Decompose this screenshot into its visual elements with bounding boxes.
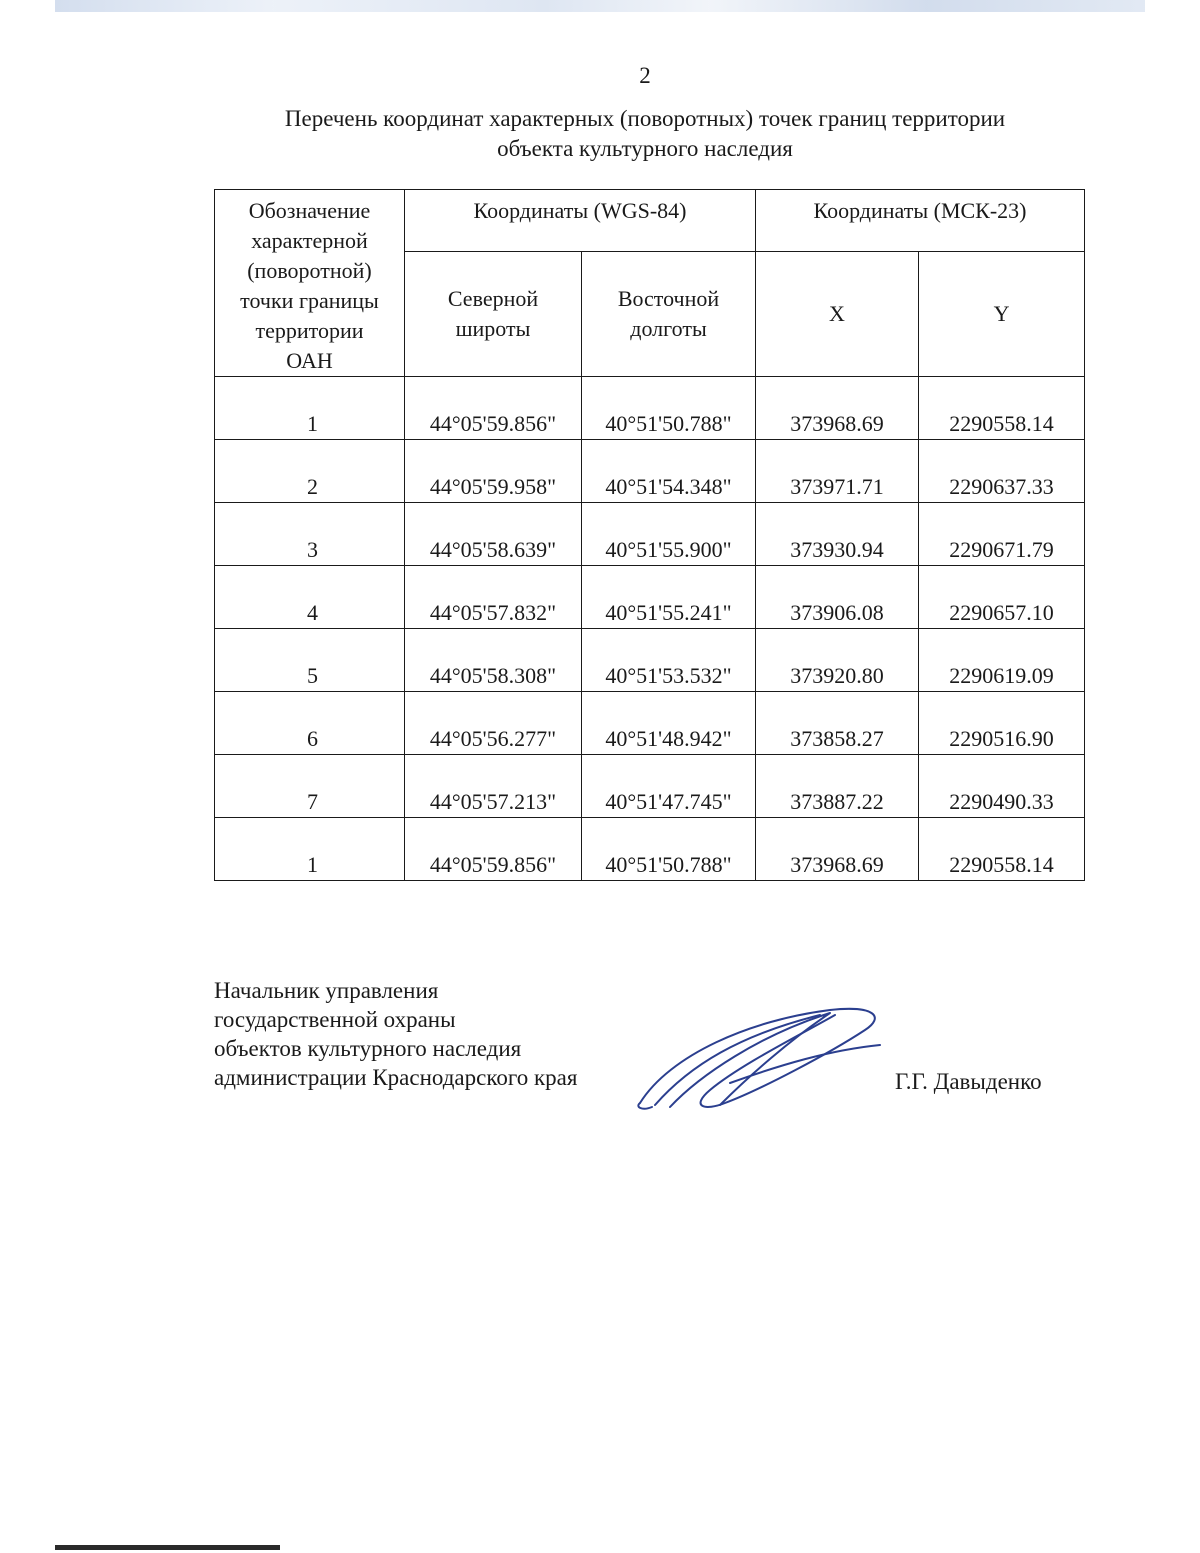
cell-y: 2290637.33 bbox=[919, 440, 1085, 503]
cell-point: 6 bbox=[215, 692, 405, 755]
position-line-3: объектов культурного наследия bbox=[214, 1036, 522, 1061]
cell-lat: 44°05'58.308" bbox=[405, 629, 582, 692]
cell-point: 7 bbox=[215, 755, 405, 818]
table-row bbox=[215, 818, 1085, 881]
cell-point: 1 bbox=[215, 818, 405, 881]
cell-lon: 40°51'53.532" bbox=[582, 629, 756, 692]
cell-point: 5 bbox=[215, 629, 405, 692]
header-longitude bbox=[582, 252, 756, 377]
title-line-1: Перечень координат характерных (поворотных) точек границ территории bbox=[284, 106, 1006, 131]
cell-lat: 44°05'57.832" bbox=[405, 566, 582, 629]
cell-lat: 44°05'58.639" bbox=[405, 503, 582, 566]
header-point-line-4: точки границы bbox=[240, 288, 379, 313]
document-title bbox=[0, 104, 1200, 164]
coordinates-table bbox=[214, 189, 1085, 881]
header-latitude bbox=[405, 252, 582, 377]
header-x: X bbox=[756, 252, 919, 377]
header-point-line-1: Обозначение bbox=[248, 198, 371, 223]
cell-lon: 40°51'50.788" bbox=[582, 818, 756, 881]
header-latitude-line-2: широты bbox=[455, 316, 531, 342]
signatory-name: Г.Г. Давыденко bbox=[895, 1069, 1042, 1094]
table-row bbox=[215, 692, 1085, 755]
signatory-position bbox=[214, 976, 577, 1092]
header-point-designation bbox=[215, 190, 405, 377]
cell-x: 373971.71 bbox=[756, 440, 919, 503]
table-header-row-1 bbox=[215, 190, 1085, 252]
cell-x: 373968.69 bbox=[756, 377, 919, 440]
cell-lon: 40°51'55.900" bbox=[582, 503, 756, 566]
cell-y: 2290657.10 bbox=[919, 566, 1085, 629]
cell-lat: 44°05'59.856" bbox=[405, 377, 582, 440]
cell-lon: 40°51'54.348" bbox=[582, 440, 756, 503]
header-latitude-line-1: Северной bbox=[447, 286, 539, 312]
cell-lat: 44°05'57.213" bbox=[405, 755, 582, 818]
title-line-2: объекта культурного наследия bbox=[497, 136, 793, 161]
table-row bbox=[215, 755, 1085, 818]
cell-point: 2 bbox=[215, 440, 405, 503]
header-longitude-line-1: Восточной bbox=[617, 286, 720, 312]
header-longitude-line-2: долготы bbox=[630, 316, 707, 342]
table-row bbox=[215, 377, 1085, 440]
handwritten-signature bbox=[630, 995, 900, 1115]
cell-y: 2290558.14 bbox=[919, 377, 1085, 440]
cell-x: 373930.94 bbox=[756, 503, 919, 566]
cell-lat: 44°05'59.856" bbox=[405, 818, 582, 881]
cell-point: 1 bbox=[215, 377, 405, 440]
cell-lon: 40°51'50.788" bbox=[582, 377, 756, 440]
header-y: Y bbox=[919, 252, 1085, 377]
position-line-1: Начальник управления bbox=[214, 978, 439, 1003]
cell-y: 2290558.14 bbox=[919, 818, 1085, 881]
cell-y: 2290490.33 bbox=[919, 755, 1085, 818]
cell-lat: 44°05'59.958" bbox=[405, 440, 582, 503]
header-wgs84: Координаты (WGS-84) bbox=[405, 190, 756, 252]
cell-point: 3 bbox=[215, 503, 405, 566]
cell-y: 2290619.09 bbox=[919, 629, 1085, 692]
header-msk23: Координаты (МСК-23) bbox=[756, 190, 1085, 252]
header-point-line-2: характерной bbox=[251, 228, 368, 253]
cell-lon: 40°51'47.745" bbox=[582, 755, 756, 818]
position-line-4: администрации Краснодарского края bbox=[214, 1065, 578, 1090]
table-row bbox=[215, 629, 1085, 692]
position-line-2: государственной охраны bbox=[214, 1007, 456, 1032]
cell-x: 373906.08 bbox=[756, 566, 919, 629]
cell-x: 373920.80 bbox=[756, 629, 919, 692]
table-row bbox=[215, 503, 1085, 566]
cell-x: 373968.69 bbox=[756, 818, 919, 881]
cell-point: 4 bbox=[215, 566, 405, 629]
page-number: 2 bbox=[639, 63, 651, 88]
table-body bbox=[215, 377, 1085, 881]
table-row bbox=[215, 566, 1085, 629]
table-row bbox=[215, 440, 1085, 503]
cell-x: 373858.27 bbox=[756, 692, 919, 755]
cell-y: 2290671.79 bbox=[919, 503, 1085, 566]
cell-y: 2290516.90 bbox=[919, 692, 1085, 755]
scan-top-edge bbox=[55, 0, 1145, 12]
cell-lon: 40°51'55.241" bbox=[582, 566, 756, 629]
cell-lon: 40°51'48.942" bbox=[582, 692, 756, 755]
cell-x: 373887.22 bbox=[756, 755, 919, 818]
cell-lat: 44°05'56.277" bbox=[405, 692, 582, 755]
header-point-line-3: (поворотной) bbox=[247, 258, 372, 283]
scan-bottom-edge bbox=[55, 1545, 280, 1550]
header-point-line-5: территории bbox=[255, 318, 364, 343]
header-point-line-6: ОАН bbox=[286, 348, 333, 373]
